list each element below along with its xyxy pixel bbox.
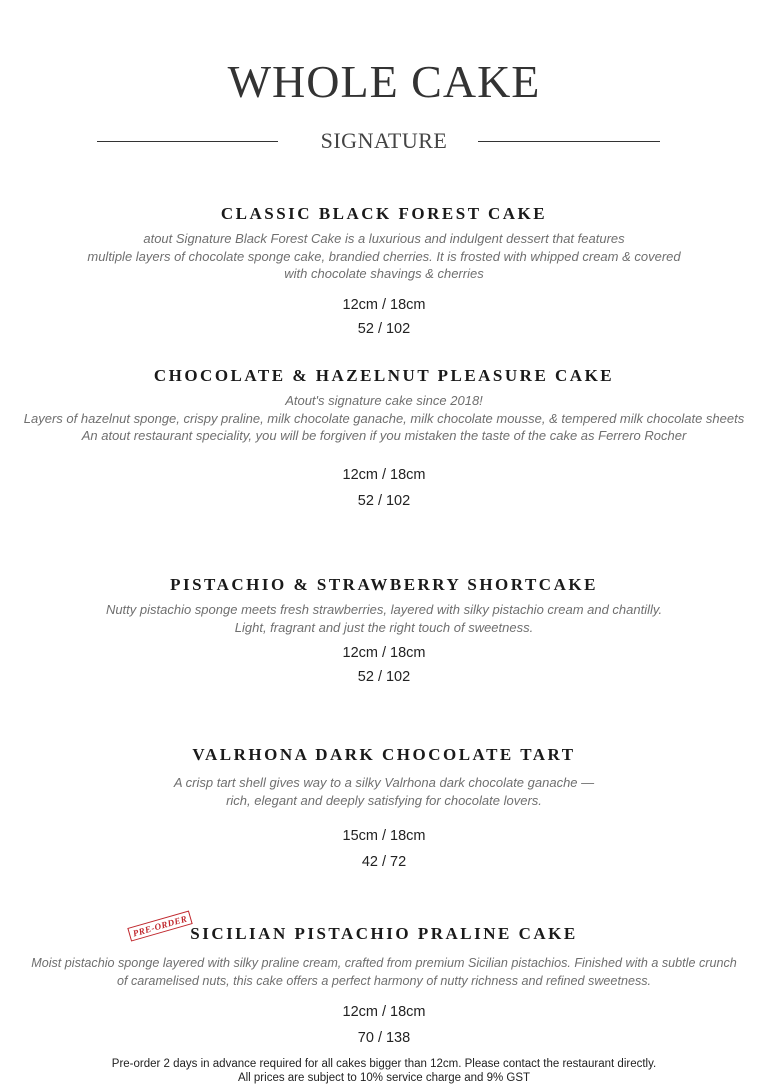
description-line: atout Signature Black Forest Cake is a luxurious and indulgent dessert that features xyxy=(143,231,625,246)
item-description xyxy=(0,955,768,990)
item-name-wrapper xyxy=(131,913,578,946)
item-prices: 52 / 102 xyxy=(357,320,411,337)
description-line: Light, fragrant and just the right touch of sweetness. xyxy=(234,619,534,635)
item-description xyxy=(0,774,768,809)
description-line: Moist pistachio sponge layered with silky praline cream, crafted from premium Sicilian pistachios. Finished with a subtle crunch xyxy=(31,956,737,970)
description-line: Atout's signature cake since 2018! xyxy=(285,393,483,408)
menu-item-sicilian-praline xyxy=(0,913,768,1048)
description-line: multiple layers of chocolate sponge cake, brandied cherries. It is frosted with whipped cream & covered xyxy=(87,248,681,264)
footer-line: All prices are subject to 10% service charge and 9% GST xyxy=(237,1072,531,1084)
description-line: A crisp tart shell gives way to a silky Valrhona dark chocolate ganache — xyxy=(173,775,595,790)
description-line: rich, elegant and deeply satisfying for chocolate lovers. xyxy=(226,792,542,808)
footer-line: Pre-order 2 days in advance required for all cakes bigger than 12cm. Please contact the restaurant directly. xyxy=(111,1058,657,1070)
item-description xyxy=(0,392,768,445)
item-prices: 70 / 138 xyxy=(357,1030,411,1046)
item-name: SICILIAN PISTACHIO PRALINE CAKE xyxy=(190,924,578,943)
description-line: Nutty pistachio sponge meets fresh strawberries, layered with silky pistachio cream and chantilly. xyxy=(105,602,663,617)
menu-item-black-forest xyxy=(0,202,768,339)
item-sizes: 12cm / 18cm xyxy=(342,296,426,313)
item-prices: 52 / 102 xyxy=(357,669,411,685)
item-name: CHOCOLATE & HAZELNUT PLEASURE CAKE xyxy=(153,366,615,385)
item-sizes: 12cm / 18cm xyxy=(342,645,426,661)
footer-note xyxy=(0,1057,768,1085)
item-description xyxy=(0,230,768,283)
item-name-row xyxy=(0,913,768,946)
item-prices: 42 / 72 xyxy=(361,854,407,870)
menu-item-hazelnut-pleasure xyxy=(0,364,768,511)
item-sizes: 12cm / 18cm xyxy=(342,466,426,483)
divider-right xyxy=(478,141,660,142)
pre-order-stamp: PRE-ORDER xyxy=(128,910,193,941)
item-prices: 52 / 102 xyxy=(357,492,411,509)
description-line: of caramelised nuts, this cake offers a perfect harmony of nutty richness and refined sweetness. xyxy=(116,973,652,988)
menu-item-valrhona-tart xyxy=(0,743,768,872)
item-description xyxy=(0,601,768,636)
page-title: WHOLE CAKE xyxy=(227,56,541,107)
item-name: CLASSIC BLACK FOREST CAKE xyxy=(220,204,548,223)
item-name: VALRHONA DARK CHOCOLATE TART xyxy=(192,745,576,764)
item-sizes: 15cm / 18cm xyxy=(342,828,426,844)
section-header xyxy=(0,126,768,158)
description-line: An atout restaurant speciality, you will be forgiven if you mistaken the taste of the cake as Ferrero Rocher xyxy=(81,428,687,443)
section-subtitle: SIGNATURE xyxy=(320,128,448,153)
description-line: with chocolate shavings & cherries xyxy=(284,266,484,281)
menu-item-pistachio-strawberry xyxy=(0,573,768,687)
item-sizes: 12cm / 18cm xyxy=(342,1004,426,1020)
description-line: Layers of hazelnut sponge, crispy praline, milk chocolate ganache, milk chocolate mousse, & tempered milk chocolate sheets xyxy=(23,410,745,426)
item-name: PISTACHIO & STRAWBERRY SHORTCAKE xyxy=(170,575,598,594)
